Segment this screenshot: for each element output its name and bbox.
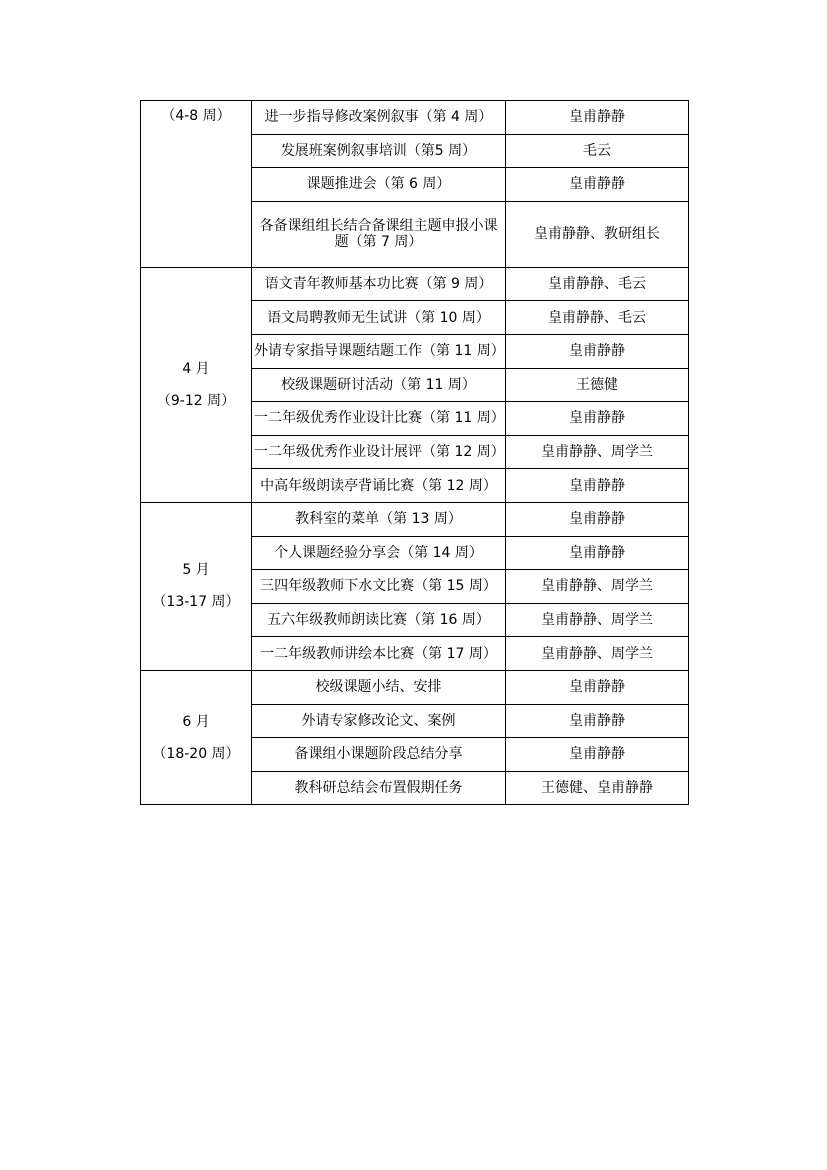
activity-cell: 中高年级朗读亭背诵比赛（第 12 周） (252, 469, 506, 503)
schedule-table (140, 100, 689, 805)
activity-cell: 校级课题小结、安排 (252, 670, 506, 704)
activity-cell: 三四年级教师下水文比赛（第 15 周） (252, 570, 506, 604)
activity-cell: 语文青年教师基本功比赛（第 9 周） (252, 267, 506, 301)
activity-cell: 教科研总结会布置假期任务 (252, 771, 506, 805)
activity-cell: 五六年级教师朗读比赛（第 16 周） (252, 603, 506, 637)
period-cell (141, 502, 252, 670)
table-row (141, 101, 689, 135)
responsible-cell: 王德健、皇甫静静 (506, 771, 689, 805)
activity-cell: 教科室的菜单（第 13 周） (252, 502, 506, 536)
responsible-cell: 皇甫静静、周学兰 (506, 603, 689, 637)
activity-cell: 各备课组组长结合备课组主题申报小课题（第 7 周） (252, 201, 506, 267)
responsible-cell: 皇甫静静 (506, 738, 689, 772)
responsible-cell: 皇甫静静 (506, 704, 689, 738)
period-cell (141, 267, 252, 502)
table-row (141, 502, 689, 536)
responsible-cell: 皇甫静静 (506, 168, 689, 202)
activity-cell: 发展班案例叙事培训（第5 周） (252, 134, 506, 168)
month-label: 6 月 (182, 713, 210, 730)
table-row (141, 267, 689, 301)
period-cell (141, 101, 252, 268)
responsible-cell: 毛云 (506, 134, 689, 168)
activity-cell: 语文局聘教师无生试讲（第 10 周） (252, 301, 506, 335)
responsible-cell: 皇甫静静 (506, 101, 689, 135)
responsible-cell: 皇甫静静、周学兰 (506, 637, 689, 671)
responsible-cell: 皇甫静静、教研组长 (506, 201, 689, 267)
activity-cell: 一二年级教师讲绘本比赛（第 17 周） (252, 637, 506, 671)
weeks-label: （13-17 周） (152, 594, 240, 611)
activity-cell: 外请专家修改论文、案例 (252, 704, 506, 738)
activity-cell: 课题推进会（第 6 周） (252, 168, 506, 202)
activity-cell: 外请专家指导课题结题工作（第 11 周） (252, 334, 506, 368)
weeks-label: （4-8 周） (161, 108, 231, 124)
weeks-label: （9-12 周） (156, 392, 236, 409)
activity-cell: 备课组小课题阶段总结分享 (252, 738, 506, 772)
activity-cell: 进一步指导修改案例叙事（第 4 周） (252, 101, 506, 135)
responsible-cell: 皇甫静静 (506, 334, 689, 368)
activity-cell: 一二年级优秀作业设计展评（第 12 周） (252, 435, 506, 469)
month-label: 4 月 (182, 360, 210, 377)
responsible-cell: 王德健 (506, 368, 689, 402)
month-label: 5 月 (182, 562, 210, 579)
activity-cell: 校级课题研讨活动（第 11 周） (252, 368, 506, 402)
responsible-cell: 皇甫静静、周学兰 (506, 570, 689, 604)
responsible-cell: 皇甫静静、周学兰 (506, 435, 689, 469)
responsible-cell: 皇甫静静、毛云 (506, 301, 689, 335)
schedule-body (141, 101, 689, 805)
activity-cell: 一二年级优秀作业设计比赛（第 11 周） (252, 402, 506, 436)
responsible-cell: 皇甫静静 (506, 402, 689, 436)
responsible-cell: 皇甫静静 (506, 502, 689, 536)
table-row (141, 670, 689, 704)
responsible-cell: 皇甫静静、毛云 (506, 267, 689, 301)
weeks-label: （18-20 周） (152, 745, 240, 762)
period-cell (141, 670, 252, 804)
responsible-cell: 皇甫静静 (506, 670, 689, 704)
responsible-cell: 皇甫静静 (506, 469, 689, 503)
activity-cell: 个人课题经验分享会（第 14 周） (252, 536, 506, 570)
responsible-cell: 皇甫静静 (506, 536, 689, 570)
